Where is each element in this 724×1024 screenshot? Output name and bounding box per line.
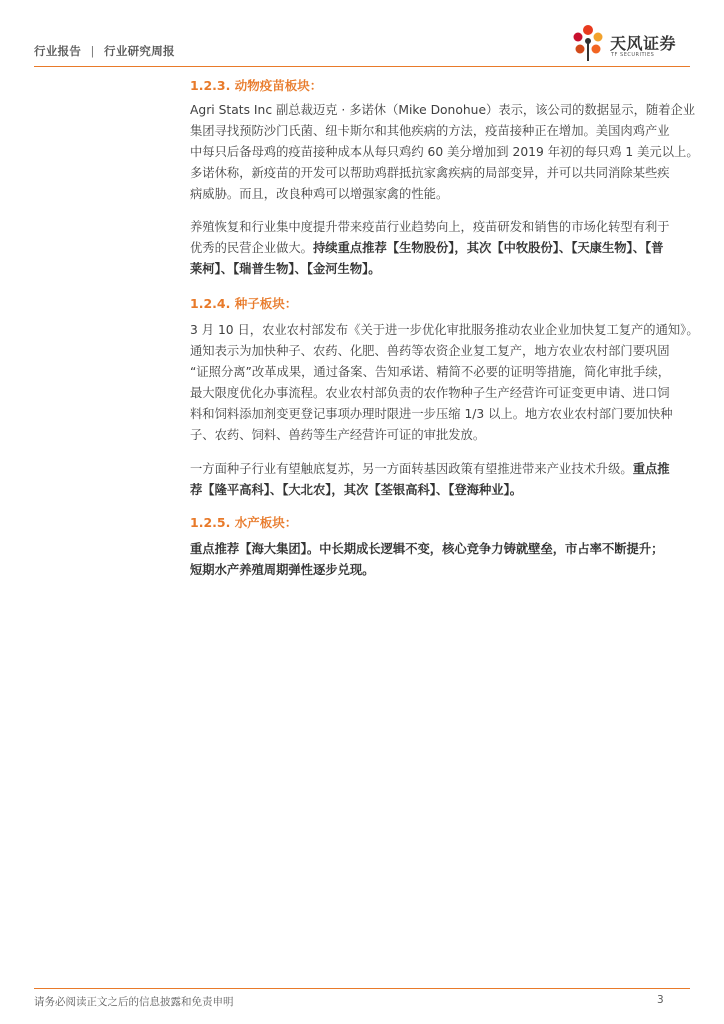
text-line: 最大限度优化办事流程。农业农村部负责的农作物种子生产经营许可证变更申请、进口饲	[190, 386, 670, 400]
report-header	[34, 43, 175, 59]
footer-divider	[34, 988, 690, 989]
text-line: “证照分离”改革成果，通过备案、告知承诺、精简不必要的证明等措施，简化审批手续，	[190, 365, 671, 379]
paragraph-seed-recommendation	[190, 459, 672, 501]
section-title-aquaculture: 1.2.5. 水产板块：	[190, 515, 298, 530]
recommendation-text: 持续重点推荐【生物股份】，其次【中牧股份】、【天康生物】、【普	[312, 241, 664, 255]
text-line: 子、农药、饲料、兽药等生产经营许可证的审批发放。	[190, 428, 486, 442]
text-line: 养殖恢复和行业集中度提升带来疫苗行业趋势向上，疫苗研发和销售的市场化转型有利于	[190, 220, 670, 234]
recommendation-text: 荐【隆平高科】、【大北农】，其次【荃银高科】、【登海种业】。	[190, 483, 523, 497]
recommendation-text: 短期水产养殖周期弹性逐步兑现。	[190, 563, 375, 577]
header-divider	[34, 66, 690, 67]
text-line	[190, 238, 672, 259]
plain-text: 优秀的民营企业做大。	[190, 241, 313, 255]
plain-text: 一方面种子行业有望触底复苏，另一方面转基因政策有望推进带来产业技术升级。	[190, 462, 633, 476]
text-line: 病威胁。而且，改良种鸡可以增强家禽的性能。	[190, 187, 449, 201]
recommendation-text: 重点推	[632, 462, 670, 476]
text-line: 通知表示为加快种子、农药、化肥、兽药等农资企业复工复产，地方农业农村部门要巩固	[190, 344, 670, 358]
text-line: 中每只后备母鸡的疫苗接种成本从每只鸡约 60 美分增加到 2019 年初的每只鸡 1 美元以上。	[190, 145, 699, 159]
paragraph-aquaculture-recommendation	[190, 539, 672, 581]
paragraph-vaccine-recommendation	[190, 217, 672, 280]
company-logo	[566, 22, 690, 64]
text-line	[190, 459, 672, 480]
text-line: 多诺休称，新疫苗的开发可以帮助鸡群抵抗家禽疾病的局部变异，并可以共同消除某些疾	[190, 166, 670, 180]
logo-subtitle: TF SECURITIES	[611, 52, 655, 58]
text-line: 集团寻找预防沙门氏菌、纽卡斯尔和其他疾病的方法，疫苗接种正在增加。美国肉鸡产业	[190, 124, 670, 138]
section-title-seed: 1.2.4. 种子板块：	[190, 296, 298, 311]
text-line: Agri Stats Inc 副总裁迈克 · 多诺休（Mike Donohue）表示，该公司的数据显示，随着企业	[190, 103, 696, 117]
report-subcategory: 行业研究周报	[104, 44, 175, 58]
logo-flower-icon	[566, 22, 608, 64]
header-separator: |	[90, 44, 95, 58]
report-category: 行业报告	[34, 44, 82, 58]
paragraph-vaccine-data	[190, 100, 699, 205]
text-line: 3 月 10 日，农业农村部发布《关于进一步优化审批服务推动农业企业加快复工复产的通知》。	[190, 323, 699, 337]
footer-disclaimer: 请务必阅读正文之后的信息披露和免责申明	[34, 996, 234, 1008]
recommendation-text: 重点推荐【海大集团】。中长期成长逻辑不变，核心竞争力铸就壁垒，市占率不断提升；	[190, 542, 664, 556]
logo-name: 天风证券	[610, 34, 677, 53]
recommendation-text: 莱柯】、【瑞普生物】、【金河生物】。	[190, 262, 381, 276]
page-number: 3	[657, 994, 664, 1006]
section-title-animal-vaccine: 1.2.3. 动物疫苗板块：	[190, 78, 323, 93]
text-line: 料和饲料添加剂变更登记事项办理时限进一步压缩 1/3 以上。地方农业农村部门要加快种	[190, 407, 673, 421]
paragraph-seed-policy	[190, 320, 699, 446]
